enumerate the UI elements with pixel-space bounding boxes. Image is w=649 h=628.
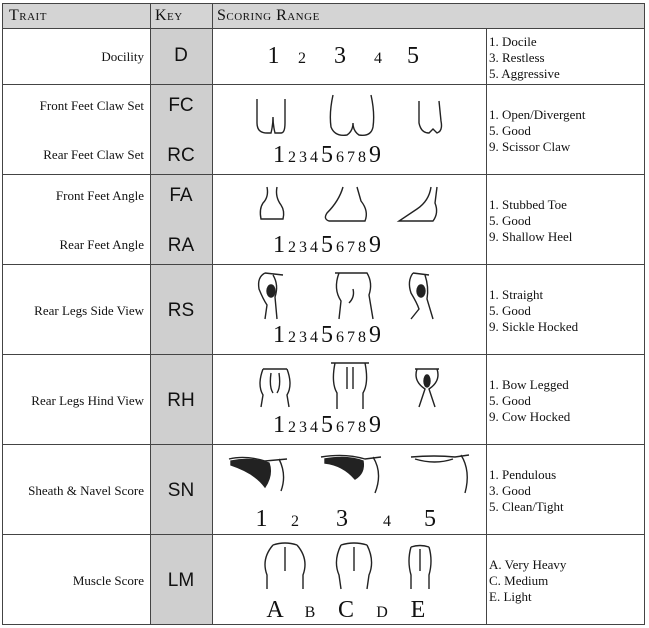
rear-legs-hind-icon: [243, 359, 453, 413]
table-row: [3, 355, 644, 445]
table-row: [3, 265, 644, 355]
key-code: RS: [167, 300, 195, 321]
sheath-navel-icon: [225, 451, 485, 499]
key-code: D: [174, 45, 188, 66]
key-code: FC: [168, 95, 194, 116]
table-row: [3, 85, 644, 175]
scoring-scale: 1 2 3 4 5: [255, 506, 436, 532]
scoring-table: [2, 3, 645, 625]
key-code: RA: [167, 235, 195, 256]
description-list: A. Very Heavy C. Medium E. Light: [489, 557, 567, 604]
scoring-scale: 1 2 3 4 5 6 7 8 9: [273, 412, 381, 438]
trait-label: Rear Feet Angle: [59, 237, 144, 252]
trait-label: Rear Legs Side View: [34, 303, 144, 318]
scoring-scale: 1 2 3 4 5 6 7 8 9: [273, 232, 381, 258]
description-list: 1. Bow Legged 5. Good 9. Cow Hocked: [489, 377, 571, 424]
header-key: Key: [155, 7, 183, 24]
trait-label: Muscle Score: [72, 573, 144, 588]
key-code: SN: [167, 480, 195, 501]
table-row: [3, 175, 644, 265]
rear-legs-side-icon: [243, 269, 453, 323]
scoring-scale: A B C D E: [266, 597, 426, 623]
trait-label: Docility: [101, 49, 144, 64]
key-code: RH: [167, 390, 195, 411]
table-row: [3, 445, 644, 535]
description-list: 1. Open/Divergent 5. Good 9. Scissor Claw: [489, 107, 586, 154]
muscle-icon: [253, 541, 453, 593]
key-code: LM: [167, 570, 195, 591]
header-scoring-range: Scoring Range: [217, 7, 320, 24]
scoring-scale: 1 2 3 4 5 6 7 8 9: [273, 142, 381, 168]
description-list: 1. Docile 3. Restless 5. Aggressive: [489, 34, 560, 81]
trait-label: Rear Legs Hind View: [31, 393, 144, 408]
key-code: FA: [169, 185, 193, 206]
foot-angle-icon: [243, 183, 453, 231]
header-trait: Trait: [9, 7, 47, 24]
trait-label: Sheath & Navel Score: [28, 483, 144, 498]
trait-label: Rear Feet Claw Set: [43, 147, 144, 162]
scoring-scale: 1 2 3 4 5: [267, 43, 419, 69]
trait-label: Front Feet Angle: [55, 188, 144, 203]
key-code: RC: [167, 145, 195, 166]
description-list: 1. Pendulous 3. Good 5. Clean/Tight: [489, 467, 564, 514]
table-header: [3, 4, 644, 29]
scoring-scale: 1 2 3 4 5 6 7 8 9: [273, 322, 381, 348]
claw-set-icon: [243, 93, 453, 141]
trait-label: Front Feet Claw Set: [39, 98, 144, 113]
description-list: 1. Straight 5. Good 9. Sickle Hocked: [489, 287, 579, 334]
description-list: 1. Stubbed Toe 5. Good 9. Shallow Heel: [489, 197, 573, 244]
table-row: [3, 30, 644, 85]
table-row: [3, 535, 644, 625]
